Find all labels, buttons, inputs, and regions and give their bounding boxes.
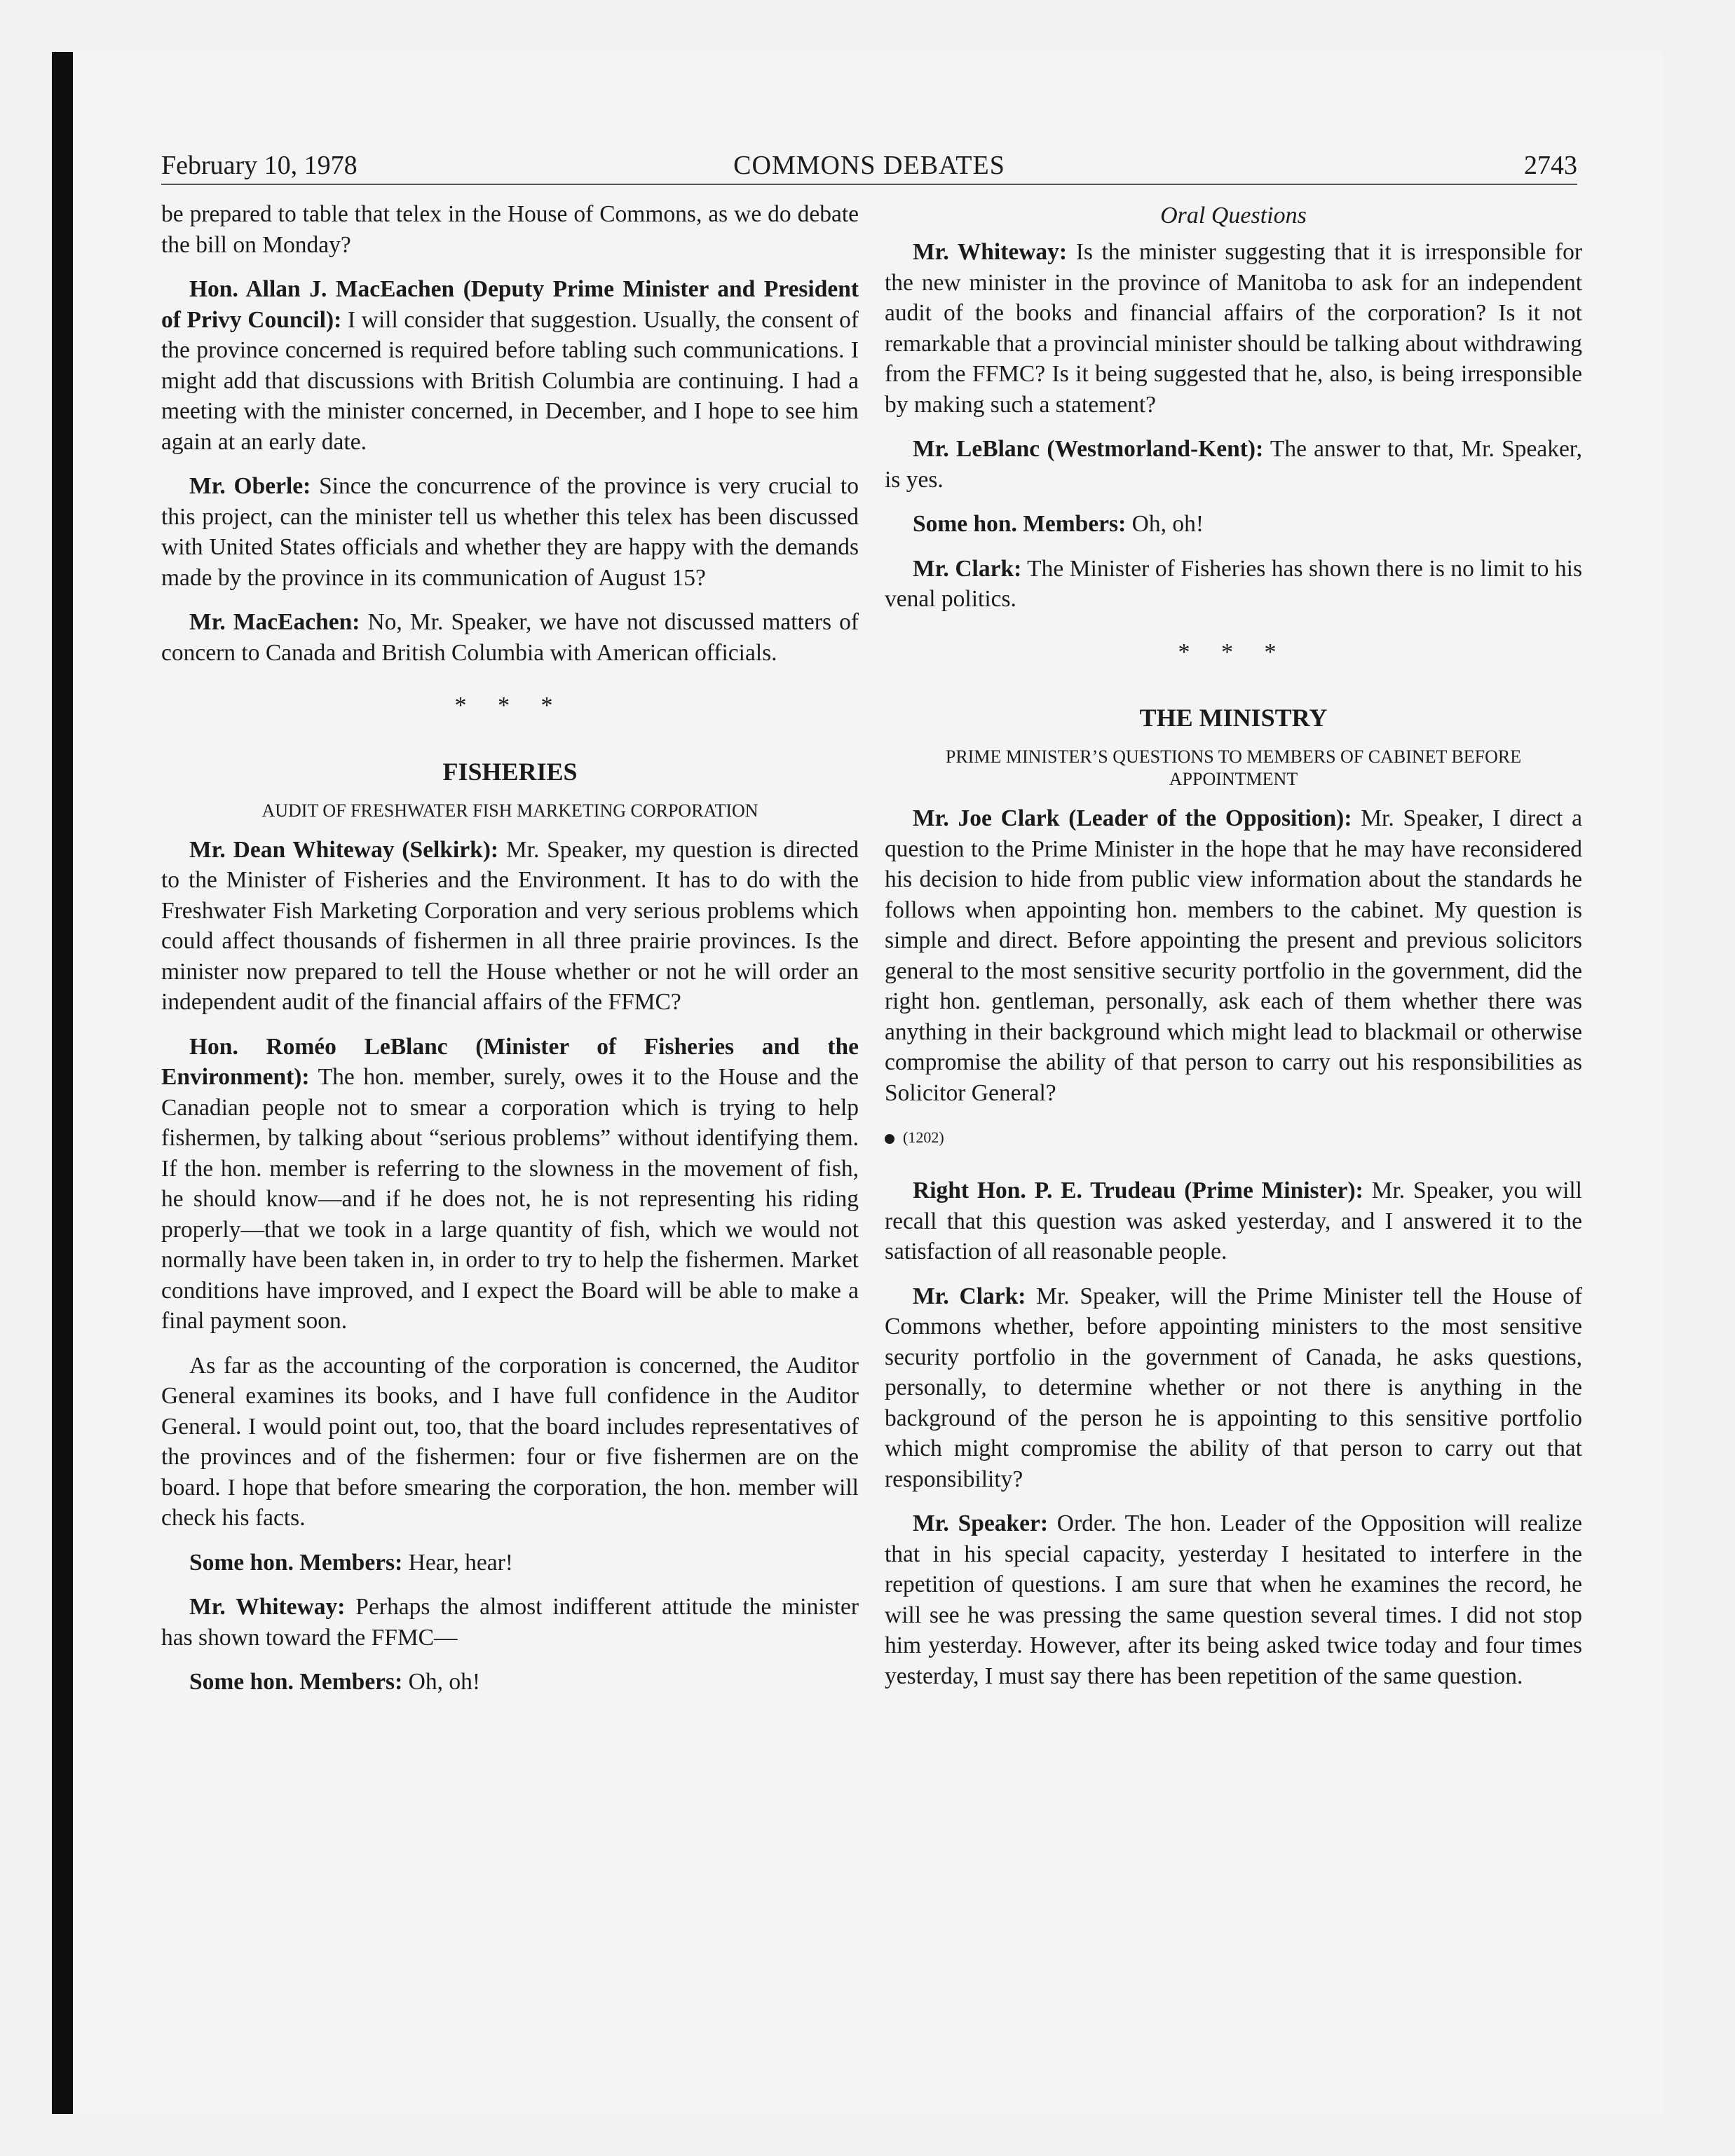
header-page-number: 2743 [1524,151,1577,180]
scan-edge-bar [52,52,73,2114]
paragraph [161,1032,859,1337]
speaker-name: Mr. Whiteway: [913,239,1068,265]
paragraph [161,1548,859,1578]
speaker-name: Mr. Speaker: [913,1510,1048,1536]
paragraph [161,199,859,260]
speaker-name: Some hon. Members: [913,511,1127,537]
paragraph [885,803,1582,1108]
paragraph [885,1508,1582,1691]
section-subheading: AUDIT OF FRESHWATER FISH MARKETING CORPORATION [261,800,758,821]
paragraph-text: Oh, oh! [1126,511,1204,537]
speaker-name: Right Hon. P. E. Trudeau (Prime Minister): [913,1178,1363,1203]
paragraph [885,434,1582,495]
paragraph-text: Mr. Speaker, my question is directed to the Minister of Fisheries and the Environment. It has to do with the Freshwater Fish Marketing Corporation and very serious problems which could affect thousands of fishermen in all three prairie provinces. Is the minister now prepared to tell the House whether or not he will order an independent audit of the financial affairs of the FFMC? [161,836,859,1015]
paragraph [885,237,1582,420]
paragraph-text: As far as the accounting of the corporation is concerned, the Auditor General examines its books, and I have full confidence in the Auditor General. I would point out, too, that the board includes representatives of the provinces and of the fishermen: four or five fishermen are on the board. I hope that before smearing the corporation, the hon. member will check his facts. [161,1352,859,1531]
paragraph [161,274,859,457]
paragraph [161,471,859,593]
paragraph-text: Since the concurrence of the province is very crucial to this project, can the minister tell us whether this telex has been discussed with United States officials and whether they are happy with the demands made by the province in its communication of August 15? [161,473,859,591]
paragraph [885,554,1582,615]
section-heading: FISHERIES [442,757,578,786]
speaker-name: Mr. Joe Clark (Leader of the Opposition): [913,805,1352,831]
paragraph [161,1592,859,1653]
section-separator: * * * [1178,639,1289,665]
paragraph-text: The hon. member, surely, owes it to the House and the Canadian people not to smear a corporation which is trying to help fishermen, by talking about “serious problems” without identifying them. If the hon. member is referring to the slowness in the movement of fish, he should know—and if he does not, he is not representing his riding properly—that we took in a large quantity of fish, which we would not normally have been taken in, in order to try to help the fishermen. Market conditions have improved, and I expect the Board will be able to make a final payment soon. [161,1064,859,1334]
speaker-name: Hon. Allan J. MacEachen (Deputy Prime Minister and President of Privy Council): [161,276,859,333]
paragraph-text: Mr. Speaker, will the Prime Minister tell the House of Commons whether, before appointing ministers to the most sensitive security portfolio in the government of Canada, he asks questions, personally, to determine whether or not there is anything in the background of the person he is appointing to this sensitive portfolio which might compromise the ability of that person to carry out that responsibility? [885,1283,1582,1492]
paragraph [885,509,1582,540]
time-marker [885,1125,1582,1150]
right-column [885,199,1582,1705]
paragraph-text: Mr. Speaker, I direct a question to the Prime Minister in the hope that he may have reconsidered his decision to hide from public view information about the standards he follows when appointing hon. members to the cabinet. My question is simple and direct. Before appointing the present and previous solicitors general to the most sensitive security portfolio in the government, did the right hon. gentleman, personally, ask each of them whether there was anything in their background which might lead to blackmail or otherwise compromise the ability of that person to carry out his responsibilities as Solicitor General? [885,805,1582,1106]
bullet-icon [885,1134,894,1144]
paragraph-text: Order. The hon. Leader of the Opposition will realize that in his special capacity, yesterday I hesitated to interfere in the repetition of questions. I am sure that when he examines the record, he will see he was pressing the same question several times. I did not stop him yesterday. However, after its being asked twice today and four times yesterday, I must say there has been repetition of the same question. [885,1510,1582,1689]
section-separator: * * * [454,692,566,718]
section-heading: THE MINISTRY [1139,704,1328,732]
paragraph-text: Mr. Speaker, you will recall that this question was asked yesterday, and I answered it to the satisfaction of all reasonable people. [885,1178,1582,1264]
left-column [161,199,859,1712]
speaker-name: Mr. Clark: [913,1283,1026,1309]
paragraph-text: be prepared to table that telex in the House of Commons, as we do debate the bill on Monday? [161,201,859,258]
speaker-name: Mr. Dean Whiteway (Selkirk): [189,836,499,863]
section-label: Oral Questions [1160,203,1307,228]
speaker-name: Mr. Oberle: [189,473,311,499]
speaker-name: Mr. Whiteway: [189,1594,346,1620]
paragraph-text: No, Mr. Speaker, we have not discussed matters of concern to Canada and British Columbia with American officials. [161,609,859,666]
paragraph [161,607,859,668]
paragraph [885,1281,1582,1495]
header-rule [161,184,1577,185]
speaker-name: Mr. Clark: [913,555,1022,582]
time-marker-text: (1202) [903,1128,944,1146]
paragraph-text: The answer to that, Mr. Speaker, is yes. [885,436,1582,493]
header-date: February 10, 1978 [161,151,358,180]
paragraph [161,1351,859,1534]
speaker-name: Mr. LeBlanc (Westmorland-Kent): [913,436,1264,462]
paragraph-text: Is the minister suggesting that it is irresponsible for the new minister in the province of Manitoba to ask for an independent audit of the books and financial affairs of the corporation? Is it not remarkable that a provincial minister should be talking about withdrawing from the FFMC? Is it being suggested that he, also, is being irresponsible by making such a statement? [885,239,1582,418]
header-running-title: COMMONS DEBATES [733,151,1005,180]
paragraph-text: Oh, oh! [402,1669,480,1695]
paragraph [885,1175,1582,1267]
paragraph-text: Hear, hear! [402,1549,513,1576]
paragraph [161,1667,859,1698]
section-subheading: PRIME MINISTER’S QUESTIONS TO MEMBERS OF CABINET BEFORE APPOINTMENT [945,746,1522,789]
paragraph [161,835,859,1018]
paragraph-text: I will consider that suggestion. Usually, the consent of the province concerned is required before tabling such communications. I might add that discussions with British Columbia are continuing. I had a meeting with the minister concerned, in December, and I hope to see him again at an early date. [161,306,859,455]
page-header [161,146,1577,185]
speaker-name: Some hon. Members: [189,1669,403,1695]
paragraph-text: The Minister of Fisheries has shown there is no limit to his venal politics. [885,555,1582,612]
speaker-name: Hon. Roméo LeBlanc (Minister of Fisheries and the Environment): [161,1033,859,1090]
speaker-name: Some hon. Members: [189,1549,403,1576]
speaker-name: Mr. MacEachen: [189,609,360,635]
paragraph-text: Perhaps the almost indifferent attitude the minister has shown toward the FFMC— [161,1594,859,1651]
